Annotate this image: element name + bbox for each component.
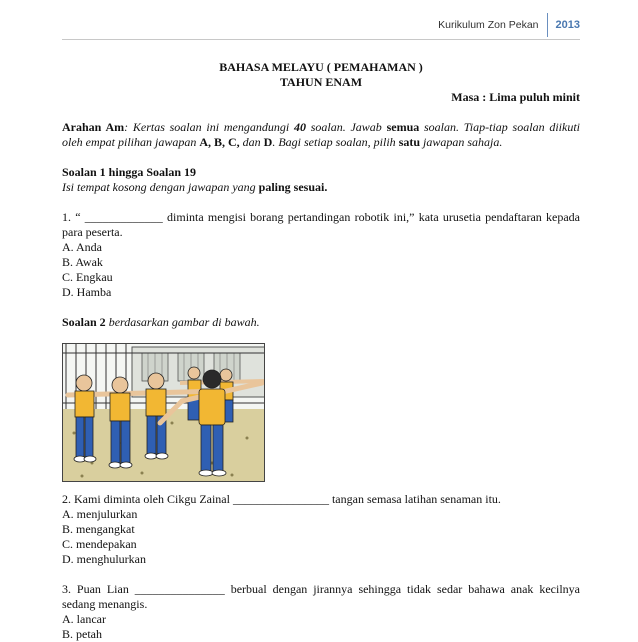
instr-all: semua	[386, 120, 420, 134]
instr-part: . Bagi setiap soalan, pilih	[272, 135, 399, 149]
instr-part: dan	[239, 135, 264, 149]
q3-option-a: A. lancar	[62, 612, 106, 626]
q2-option-b: B. mengangkat	[62, 522, 135, 536]
instr-choice-d: D	[263, 135, 273, 149]
section-instruction	[62, 180, 580, 195]
section-title	[62, 165, 580, 180]
instr-part: jawapan sahaja.	[420, 135, 503, 149]
instr-choices: A, B, C,	[199, 135, 240, 149]
q1-option-b: B. Awak	[62, 255, 103, 269]
exam-level: TAHUN ENAM	[279, 75, 363, 89]
general-instructions	[62, 120, 580, 150]
instructions-label: Arahan Am	[62, 120, 125, 134]
section-title-text: Soalan 1 hingga Soalan 19	[62, 165, 197, 179]
page-header	[438, 12, 580, 38]
q1-option-c: C. Engkau	[62, 270, 113, 284]
q2-option-c: C. mendepakan	[62, 537, 137, 551]
q2-option-a: A. menjulurkan	[62, 507, 138, 521]
q1-option-d: D. Hamba	[62, 285, 112, 299]
q2-intro-bold: Soalan 2	[62, 315, 106, 329]
question-2-intro	[62, 315, 580, 330]
header-rule	[62, 39, 580, 40]
question-1: 1. “ _____________ diminta mengisi borang pertandingan robotik ini,” kata urusetia pendaftaran kepada para peserta.	[62, 210, 580, 239]
exercise-illustration	[62, 343, 265, 482]
exam-duration: Masa : Lima puluh minit	[451, 90, 580, 104]
question-2: 2. Kami diminta oleh Cikgu Zainal ________________ tangan semasa latihan senaman itu.	[62, 492, 501, 506]
instr-one: satu	[398, 135, 421, 149]
instr-count: 40	[293, 120, 306, 134]
question-3: 3. Puan Lian _______________ berbual dengan jirannya sehingga tidak sedar bahawa anak kecilnya sedang menangis.	[62, 582, 580, 611]
section-instr-bold: paling sesuai.	[258, 180, 328, 194]
section-instr-text: Isi tempat kosong dengan jawapan yang	[62, 180, 259, 194]
curriculum-label: Kurikulum Zon Pekan	[438, 19, 539, 31]
instr-part: soalan. Tiap-tiap soalan diikuti oleh empat pilihan jawapan	[62, 120, 580, 149]
exam-content	[62, 60, 580, 642]
exam-title: BAHASA MELAYU ( PEMAHAMAN )	[219, 60, 423, 74]
q2-option-d: D. menghulurkan	[62, 552, 146, 566]
q2-intro-text: berdasarkan gambar di bawah.	[105, 315, 260, 329]
instr-part: soalan. Jawab	[305, 120, 387, 134]
year-label: 2013	[555, 19, 580, 31]
instr-part: : Kertas soalan ini mengandungi	[124, 120, 294, 134]
q3-option-b: B. petah	[62, 627, 102, 641]
q1-option-a: A. Anda	[62, 240, 102, 254]
